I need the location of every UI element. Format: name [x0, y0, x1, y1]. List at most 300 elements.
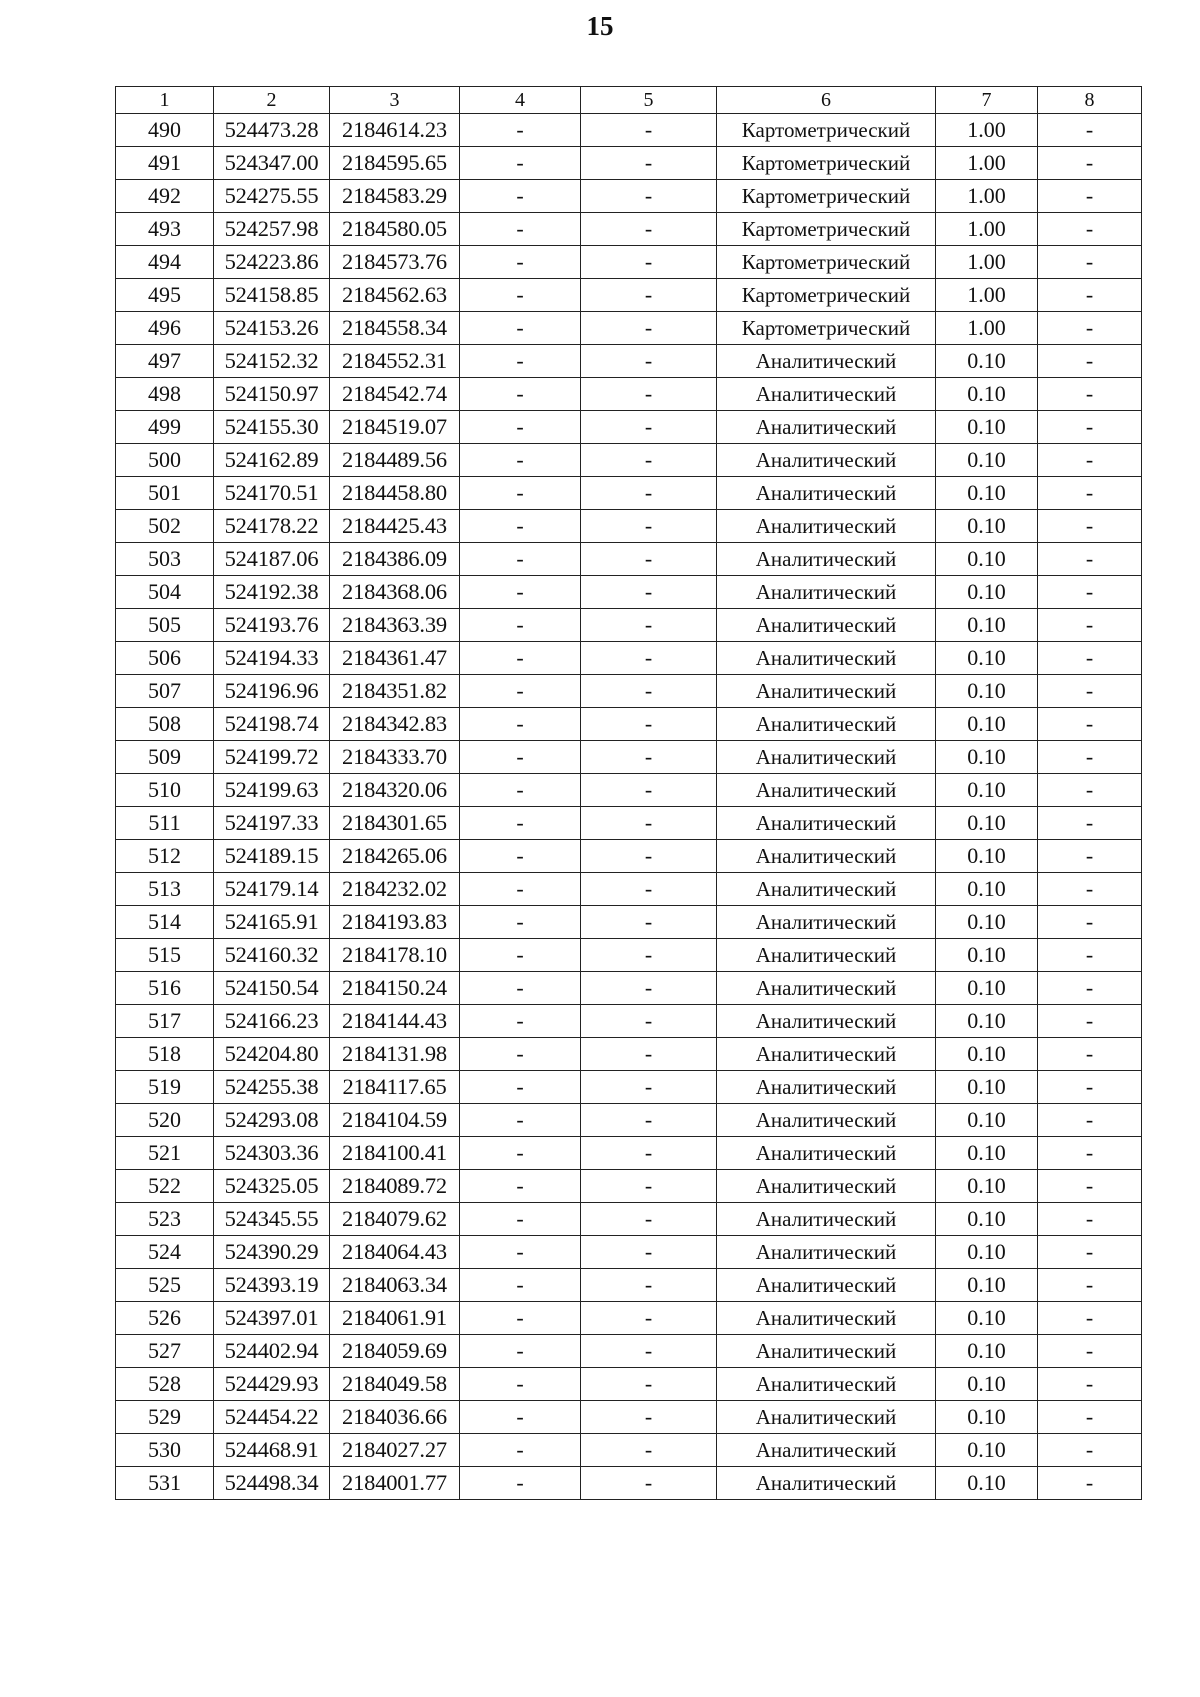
column-4-cell: -	[460, 840, 581, 873]
x-coordinate-cell: 524393.19	[214, 1269, 330, 1302]
column-8-cell: -	[1038, 840, 1142, 873]
column-4-cell: -	[460, 1434, 581, 1467]
column-4-cell: -	[460, 939, 581, 972]
x-coordinate-cell: 524170.51	[214, 477, 330, 510]
column-8-cell: -	[1038, 543, 1142, 576]
column-4-cell: -	[460, 807, 581, 840]
y-coordinate-cell: 2184144.43	[330, 1005, 460, 1038]
accuracy-cell: 0.10	[936, 807, 1038, 840]
method-cell: Аналитический	[717, 477, 936, 510]
accuracy-cell: 0.10	[936, 840, 1038, 873]
table-row	[116, 1269, 1142, 1302]
table-row	[116, 1005, 1142, 1038]
table-row	[116, 1236, 1142, 1269]
column-8-cell: -	[1038, 1335, 1142, 1368]
header-cell: 3	[330, 87, 460, 114]
point-number-cell: 510	[116, 774, 214, 807]
accuracy-cell: 0.10	[936, 411, 1038, 444]
column-5-cell: -	[581, 1434, 717, 1467]
y-coordinate-cell: 2184036.66	[330, 1401, 460, 1434]
method-cell: Аналитический	[717, 345, 936, 378]
table-row	[116, 972, 1142, 1005]
method-cell: Аналитический	[717, 840, 936, 873]
y-coordinate-cell: 2184562.63	[330, 279, 460, 312]
accuracy-cell: 1.00	[936, 213, 1038, 246]
accuracy-cell: 0.10	[936, 675, 1038, 708]
y-coordinate-cell: 2184193.83	[330, 906, 460, 939]
y-coordinate-cell: 2184552.31	[330, 345, 460, 378]
column-4-cell: -	[460, 411, 581, 444]
y-coordinate-cell: 2184425.43	[330, 510, 460, 543]
point-number-cell: 529	[116, 1401, 214, 1434]
point-number-cell: 493	[116, 213, 214, 246]
y-coordinate-cell: 2184458.80	[330, 477, 460, 510]
x-coordinate-cell: 524454.22	[214, 1401, 330, 1434]
column-4-cell: -	[460, 873, 581, 906]
y-coordinate-cell: 2184100.41	[330, 1137, 460, 1170]
method-cell: Аналитический	[717, 906, 936, 939]
table-row	[116, 1038, 1142, 1071]
x-coordinate-cell: 524325.05	[214, 1170, 330, 1203]
y-coordinate-cell: 2184519.07	[330, 411, 460, 444]
column-5-cell: -	[581, 279, 717, 312]
column-4-cell: -	[460, 675, 581, 708]
accuracy-cell: 1.00	[936, 114, 1038, 147]
x-coordinate-cell: 524165.91	[214, 906, 330, 939]
column-8-cell: -	[1038, 1137, 1142, 1170]
accuracy-cell: 0.10	[936, 1335, 1038, 1368]
accuracy-cell: 0.10	[936, 1104, 1038, 1137]
table-row	[116, 345, 1142, 378]
accuracy-cell: 0.10	[936, 1005, 1038, 1038]
coordinates-table	[115, 86, 1142, 1500]
column-4-cell: -	[460, 180, 581, 213]
point-number-cell: 527	[116, 1335, 214, 1368]
column-4-cell: -	[460, 279, 581, 312]
method-cell: Аналитический	[717, 708, 936, 741]
accuracy-cell: 0.10	[936, 1203, 1038, 1236]
table-row	[116, 1302, 1142, 1335]
column-8-cell: -	[1038, 1071, 1142, 1104]
column-5-cell: -	[581, 972, 717, 1005]
x-coordinate-cell: 524347.00	[214, 147, 330, 180]
header-cell: 5	[581, 87, 717, 114]
x-coordinate-cell: 524255.38	[214, 1071, 330, 1104]
table-row	[116, 807, 1142, 840]
y-coordinate-cell: 2184320.06	[330, 774, 460, 807]
x-coordinate-cell: 524179.14	[214, 873, 330, 906]
column-4-cell: -	[460, 1401, 581, 1434]
method-cell: Аналитический	[717, 774, 936, 807]
column-8-cell: -	[1038, 411, 1142, 444]
column-5-cell: -	[581, 741, 717, 774]
table-row	[116, 939, 1142, 972]
point-number-cell: 491	[116, 147, 214, 180]
x-coordinate-cell: 524150.54	[214, 972, 330, 1005]
method-cell: Аналитический	[717, 1071, 936, 1104]
column-4-cell: -	[460, 1302, 581, 1335]
y-coordinate-cell: 2184351.82	[330, 675, 460, 708]
column-4-cell: -	[460, 708, 581, 741]
x-coordinate-cell: 524162.89	[214, 444, 330, 477]
x-coordinate-cell: 524293.08	[214, 1104, 330, 1137]
column-8-cell: -	[1038, 939, 1142, 972]
method-cell: Аналитический	[717, 1467, 936, 1500]
accuracy-cell: 0.10	[936, 576, 1038, 609]
accuracy-cell: 0.10	[936, 477, 1038, 510]
column-8-cell: -	[1038, 576, 1142, 609]
table-row	[116, 609, 1142, 642]
x-coordinate-cell: 524166.23	[214, 1005, 330, 1038]
header-cell: 2	[214, 87, 330, 114]
table-row	[116, 378, 1142, 411]
column-5-cell: -	[581, 312, 717, 345]
x-coordinate-cell: 524196.96	[214, 675, 330, 708]
column-5-cell: -	[581, 873, 717, 906]
table-row	[116, 543, 1142, 576]
accuracy-cell: 0.10	[936, 708, 1038, 741]
point-number-cell: 509	[116, 741, 214, 774]
column-8-cell: -	[1038, 1401, 1142, 1434]
accuracy-cell: 0.10	[936, 1269, 1038, 1302]
column-5-cell: -	[581, 609, 717, 642]
column-4-cell: -	[460, 510, 581, 543]
header-cell: 7	[936, 87, 1038, 114]
point-number-cell: 519	[116, 1071, 214, 1104]
y-coordinate-cell: 2184333.70	[330, 741, 460, 774]
method-cell: Картометрический	[717, 147, 936, 180]
x-coordinate-cell: 524198.74	[214, 708, 330, 741]
table-row	[116, 510, 1142, 543]
x-coordinate-cell: 524275.55	[214, 180, 330, 213]
table-row	[116, 147, 1142, 180]
table-row	[116, 1368, 1142, 1401]
column-4-cell: -	[460, 114, 581, 147]
column-8-cell: -	[1038, 642, 1142, 675]
x-coordinate-cell: 524345.55	[214, 1203, 330, 1236]
x-coordinate-cell: 524199.72	[214, 741, 330, 774]
table-row	[116, 906, 1142, 939]
method-cell: Аналитический	[717, 543, 936, 576]
table-row	[116, 1434, 1142, 1467]
column-8-cell: -	[1038, 807, 1142, 840]
column-4-cell: -	[460, 1467, 581, 1500]
table-row	[116, 213, 1142, 246]
accuracy-cell: 1.00	[936, 180, 1038, 213]
method-cell: Аналитический	[717, 642, 936, 675]
y-coordinate-cell: 2184232.02	[330, 873, 460, 906]
accuracy-cell: 0.10	[936, 873, 1038, 906]
x-coordinate-cell: 524473.28	[214, 114, 330, 147]
table-body	[116, 114, 1142, 1500]
point-number-cell: 521	[116, 1137, 214, 1170]
column-5-cell: -	[581, 840, 717, 873]
column-8-cell: -	[1038, 1236, 1142, 1269]
column-4-cell: -	[460, 1203, 581, 1236]
column-5-cell: -	[581, 477, 717, 510]
column-5-cell: -	[581, 543, 717, 576]
table-row	[116, 444, 1142, 477]
column-4-cell: -	[460, 642, 581, 675]
y-coordinate-cell: 2184573.76	[330, 246, 460, 279]
x-coordinate-cell: 524158.85	[214, 279, 330, 312]
column-4-cell: -	[460, 906, 581, 939]
y-coordinate-cell: 2184363.39	[330, 609, 460, 642]
accuracy-cell: 0.10	[936, 1302, 1038, 1335]
y-coordinate-cell: 2184614.23	[330, 114, 460, 147]
x-coordinate-cell: 524160.32	[214, 939, 330, 972]
accuracy-cell: 0.10	[936, 345, 1038, 378]
column-8-cell: -	[1038, 1302, 1142, 1335]
table-row	[116, 114, 1142, 147]
accuracy-cell: 0.10	[936, 444, 1038, 477]
accuracy-cell: 0.10	[936, 609, 1038, 642]
header-cell: 6	[717, 87, 936, 114]
y-coordinate-cell: 2184061.91	[330, 1302, 460, 1335]
column-4-cell: -	[460, 1335, 581, 1368]
column-5-cell: -	[581, 411, 717, 444]
column-4-cell: -	[460, 774, 581, 807]
column-5-cell: -	[581, 1071, 717, 1104]
y-coordinate-cell: 2184265.06	[330, 840, 460, 873]
accuracy-cell: 0.10	[936, 774, 1038, 807]
accuracy-cell: 0.10	[936, 1071, 1038, 1104]
point-number-cell: 490	[116, 114, 214, 147]
column-4-cell: -	[460, 1137, 581, 1170]
y-coordinate-cell: 2184178.10	[330, 939, 460, 972]
accuracy-cell: 0.10	[936, 972, 1038, 1005]
accuracy-cell: 1.00	[936, 279, 1038, 312]
x-coordinate-cell: 524178.22	[214, 510, 330, 543]
method-cell: Аналитический	[717, 675, 936, 708]
column-5-cell: -	[581, 345, 717, 378]
point-number-cell: 496	[116, 312, 214, 345]
method-cell: Аналитический	[717, 510, 936, 543]
point-number-cell: 494	[116, 246, 214, 279]
point-number-cell: 507	[116, 675, 214, 708]
column-5-cell: -	[581, 444, 717, 477]
table-row	[116, 1335, 1142, 1368]
table-row	[116, 774, 1142, 807]
column-8-cell: -	[1038, 147, 1142, 180]
table-row	[116, 477, 1142, 510]
y-coordinate-cell: 2184064.43	[330, 1236, 460, 1269]
header-cell: 8	[1038, 87, 1142, 114]
column-5-cell: -	[581, 1203, 717, 1236]
x-coordinate-cell: 524192.38	[214, 576, 330, 609]
table-row	[116, 873, 1142, 906]
point-number-cell: 518	[116, 1038, 214, 1071]
column-8-cell: -	[1038, 609, 1142, 642]
method-cell: Картометрический	[717, 180, 936, 213]
column-5-cell: -	[581, 708, 717, 741]
column-5-cell: -	[581, 147, 717, 180]
y-coordinate-cell: 2184595.65	[330, 147, 460, 180]
method-cell: Аналитический	[717, 576, 936, 609]
point-number-cell: 508	[116, 708, 214, 741]
column-4-cell: -	[460, 1038, 581, 1071]
column-5-cell: -	[581, 1137, 717, 1170]
x-coordinate-cell: 524303.36	[214, 1137, 330, 1170]
point-number-cell: 497	[116, 345, 214, 378]
column-5-cell: -	[581, 906, 717, 939]
x-coordinate-cell: 524189.15	[214, 840, 330, 873]
table-row	[116, 1137, 1142, 1170]
method-cell: Аналитический	[717, 741, 936, 774]
method-cell: Аналитический	[717, 807, 936, 840]
y-coordinate-cell: 2184049.58	[330, 1368, 460, 1401]
point-number-cell: 516	[116, 972, 214, 1005]
column-8-cell: -	[1038, 1368, 1142, 1401]
column-4-cell: -	[460, 477, 581, 510]
y-coordinate-cell: 2184001.77	[330, 1467, 460, 1500]
column-8-cell: -	[1038, 1203, 1142, 1236]
x-coordinate-cell: 524390.29	[214, 1236, 330, 1269]
point-number-cell: 502	[116, 510, 214, 543]
column-4-cell: -	[460, 1170, 581, 1203]
column-5-cell: -	[581, 1269, 717, 1302]
y-coordinate-cell: 2184386.09	[330, 543, 460, 576]
column-8-cell: -	[1038, 378, 1142, 411]
accuracy-cell: 0.10	[936, 642, 1038, 675]
y-coordinate-cell: 2184361.47	[330, 642, 460, 675]
column-5-cell: -	[581, 807, 717, 840]
table-row	[116, 1467, 1142, 1500]
point-number-cell: 505	[116, 609, 214, 642]
column-8-cell: -	[1038, 774, 1142, 807]
column-4-cell: -	[460, 213, 581, 246]
method-cell: Картометрический	[717, 246, 936, 279]
y-coordinate-cell: 2184558.34	[330, 312, 460, 345]
method-cell: Аналитический	[717, 378, 936, 411]
column-4-cell: -	[460, 741, 581, 774]
column-5-cell: -	[581, 213, 717, 246]
column-4-cell: -	[460, 345, 581, 378]
column-4-cell: -	[460, 1071, 581, 1104]
column-5-cell: -	[581, 1104, 717, 1137]
x-coordinate-cell: 524204.80	[214, 1038, 330, 1071]
method-cell: Картометрический	[717, 114, 936, 147]
y-coordinate-cell: 2184131.98	[330, 1038, 460, 1071]
column-4-cell: -	[460, 1104, 581, 1137]
column-4-cell: -	[460, 609, 581, 642]
column-8-cell: -	[1038, 1434, 1142, 1467]
point-number-cell: 495	[116, 279, 214, 312]
column-4-cell: -	[460, 147, 581, 180]
x-coordinate-cell: 524153.26	[214, 312, 330, 345]
method-cell: Аналитический	[717, 444, 936, 477]
y-coordinate-cell: 2184059.69	[330, 1335, 460, 1368]
column-8-cell: -	[1038, 246, 1142, 279]
column-8-cell: -	[1038, 741, 1142, 774]
point-number-cell: 523	[116, 1203, 214, 1236]
column-8-cell: -	[1038, 477, 1142, 510]
point-number-cell: 520	[116, 1104, 214, 1137]
x-coordinate-cell: 524397.01	[214, 1302, 330, 1335]
column-8-cell: -	[1038, 180, 1142, 213]
table-row	[116, 1071, 1142, 1104]
page-number: 15	[586, 11, 614, 41]
column-5-cell: -	[581, 1170, 717, 1203]
column-5-cell: -	[581, 1335, 717, 1368]
column-8-cell: -	[1038, 1170, 1142, 1203]
y-coordinate-cell: 2184342.83	[330, 708, 460, 741]
point-number-cell: 522	[116, 1170, 214, 1203]
column-5-cell: -	[581, 378, 717, 411]
accuracy-cell: 0.10	[936, 1401, 1038, 1434]
column-4-cell: -	[460, 312, 581, 345]
x-coordinate-cell: 524152.32	[214, 345, 330, 378]
method-cell: Аналитический	[717, 939, 936, 972]
point-number-cell: 525	[116, 1269, 214, 1302]
point-number-cell: 514	[116, 906, 214, 939]
column-4-cell: -	[460, 246, 581, 279]
y-coordinate-cell: 2184117.65	[330, 1071, 460, 1104]
point-number-cell: 517	[116, 1005, 214, 1038]
column-5-cell: -	[581, 675, 717, 708]
accuracy-cell: 0.10	[936, 1236, 1038, 1269]
point-number-cell: 504	[116, 576, 214, 609]
table-row	[116, 1104, 1142, 1137]
method-cell: Аналитический	[717, 1302, 936, 1335]
column-4-cell: -	[460, 378, 581, 411]
column-4-cell: -	[460, 576, 581, 609]
table-row	[116, 642, 1142, 675]
point-number-cell: 503	[116, 543, 214, 576]
x-coordinate-cell: 524194.33	[214, 642, 330, 675]
y-coordinate-cell: 2184580.05	[330, 213, 460, 246]
method-cell: Аналитический	[717, 1434, 936, 1467]
method-cell: Картометрический	[717, 312, 936, 345]
column-5-cell: -	[581, 576, 717, 609]
column-4-cell: -	[460, 1368, 581, 1401]
table-row	[116, 741, 1142, 774]
accuracy-cell: 0.10	[936, 1170, 1038, 1203]
column-5-cell: -	[581, 1401, 717, 1434]
column-8-cell: -	[1038, 510, 1142, 543]
x-coordinate-cell: 524257.98	[214, 213, 330, 246]
x-coordinate-cell: 524429.93	[214, 1368, 330, 1401]
column-4-cell: -	[460, 1005, 581, 1038]
accuracy-cell: 0.10	[936, 939, 1038, 972]
point-number-cell: 515	[116, 939, 214, 972]
x-coordinate-cell: 524193.76	[214, 609, 330, 642]
y-coordinate-cell: 2184489.56	[330, 444, 460, 477]
column-4-cell: -	[460, 972, 581, 1005]
point-number-cell: 528	[116, 1368, 214, 1401]
y-coordinate-cell: 2184368.06	[330, 576, 460, 609]
header-cell: 4	[460, 87, 581, 114]
y-coordinate-cell: 2184079.62	[330, 1203, 460, 1236]
column-5-cell: -	[581, 939, 717, 972]
column-5-cell: -	[581, 114, 717, 147]
accuracy-cell: 0.10	[936, 510, 1038, 543]
x-coordinate-cell: 524223.86	[214, 246, 330, 279]
x-coordinate-cell: 524187.06	[214, 543, 330, 576]
point-number-cell: 531	[116, 1467, 214, 1500]
column-5-cell: -	[581, 246, 717, 279]
table-row	[116, 1401, 1142, 1434]
y-coordinate-cell: 2184089.72	[330, 1170, 460, 1203]
table-row	[116, 840, 1142, 873]
point-number-cell: 524	[116, 1236, 214, 1269]
column-5-cell: -	[581, 1005, 717, 1038]
y-coordinate-cell: 2184542.74	[330, 378, 460, 411]
x-coordinate-cell: 524197.33	[214, 807, 330, 840]
column-8-cell: -	[1038, 906, 1142, 939]
column-8-cell: -	[1038, 1269, 1142, 1302]
accuracy-cell: 1.00	[936, 147, 1038, 180]
